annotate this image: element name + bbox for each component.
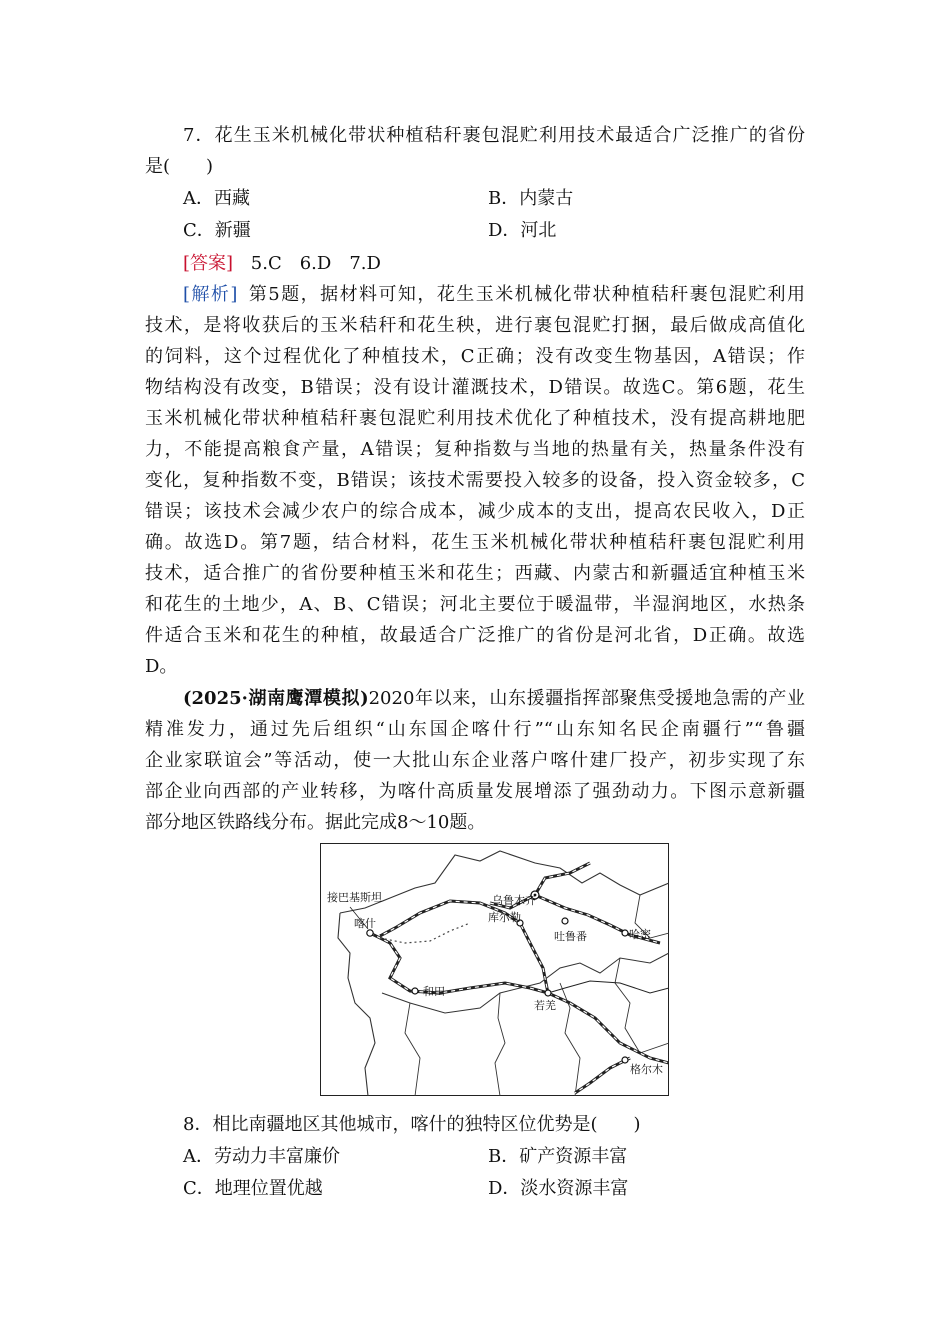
q8-option-c: C．地理位置优越 [183,1178,323,1199]
city-ruoqiang [545,990,551,996]
analysis-line: 确。故选D。第7题，结合材料，花生玉米机械化带状种植秸秆裹包混贮利用 [145,532,805,553]
answer-line [183,248,381,279]
q7-option-d: D．河北 [488,220,557,241]
material-first-text: 2020年以来，山东援疆指挥部聚焦受援地急需的产业 [368,688,805,709]
analysis-line: 力，不能提高粮食产量，A错误；复种指数与当地的热量有关，热量条件没有 [145,439,805,460]
label-urumqi: 乌鲁木齐 [492,894,536,907]
analysis-label: [解析] [183,284,238,305]
q7-option-b: B．内蒙古 [488,188,574,209]
city-kashgar [367,930,373,936]
analysis-line: 件适合玉米和花生的种植，故最适合广泛推广的省份是河北省，D正确。故选 [145,625,805,646]
map-frame [321,844,669,1096]
analysis-line: 玉米机械化带状种植秸秆裹包混贮利用技术优化了种植技术，没有提高耕地肥 [145,408,805,429]
material-line: 部企业向西部的产业转移，为喀什高质量发展增添了强劲动力。下图示意新疆 [145,781,805,802]
analysis-line: 错误；该技术会减少农户的综合成本，减少成本的支出，提高农民收入，D正 [145,501,805,522]
q7-stem-line2: 是( ) [145,156,214,177]
q7-option-c: C．新疆 [183,220,251,241]
city-golmud [622,1057,628,1063]
q8-option-d: D．淡水资源丰富 [488,1178,629,1199]
analysis-line: 技术，适合推广的省份要种植玉米和花生；西藏、内蒙古和新疆适宜种植玉米 [145,563,805,584]
label-golmud: 格尔木 [630,1063,663,1076]
city-hotan [412,988,418,994]
label-pakistan: 接巴基斯坦 [327,891,382,904]
analysis-first-line [183,279,805,310]
label-kashgar: 喀什 [354,917,376,930]
q8-option-b: B．矿产资源丰富 [488,1146,628,1167]
city-hami [622,930,628,936]
xinjiang-railway-map [320,843,669,1096]
material-line: 精准发力，通过先后组织“山东国企喀什行”“山东知名民企南疆行”“鲁疆 [145,719,805,740]
q7-stem-line1: 7．花生玉米机械化带状种植秸秆裹包混贮利用技术最适合广泛推广的省份 [183,125,805,146]
label-korla: 库尔勒 [488,911,521,924]
material-line: 企业家联谊会”等活动，使一大批山东企业落户喀什建厂投产，初步实现了东 [145,750,805,771]
material-source: (2025·湖南鹰潭模拟) [183,688,369,709]
label-turpan: 吐鲁番 [554,930,587,943]
label-hotan: 和田 [423,985,445,998]
analysis-line: 变化，复种指数不变，B错误；该技术需要投入较多的设备，投入资金较多，C [145,470,805,491]
analysis-line: 物结构没有改变，B错误；没有设计灌溉技术，D错误。故选C。第6题，花生 [145,377,805,398]
answer-text: 5.C 6.D 7.D [250,253,381,274]
label-ruoqiang: 若羌 [534,999,556,1012]
city-turpan [562,918,568,924]
q8-stem: 8．相比南疆地区其他城市，喀什的独特区位优势是( ) [183,1114,641,1135]
material-first-line [183,683,805,714]
q7-option-a: A．西藏 [183,188,250,209]
analysis-last-line: D。 [145,656,178,677]
analysis-line: 和花生的土地少，A、B、C错误；河北主要位于暖温带，半湿润地区，水热条 [145,594,805,615]
q8-option-a: A．劳动力丰富廉价 [183,1146,340,1167]
analysis-line: 的饲料，这个过程优化了种植技术，C正确；没有改变生物基因，A错误；作 [145,346,805,367]
label-hami: 哈密 [629,928,651,941]
analysis-first-text: 第5题，据材料可知，花生玉米机械化带状种植秸秆裹包混贮利用 [247,284,805,305]
material-last-line: 部分地区铁路线分布。据此完成8～10题。 [145,812,486,833]
analysis-line: 技术，是将收获后的玉米秸秆和花生秧，进行裹包混贮打捆，最后做成高值化 [145,315,805,336]
answer-label: [答案] [183,253,234,274]
